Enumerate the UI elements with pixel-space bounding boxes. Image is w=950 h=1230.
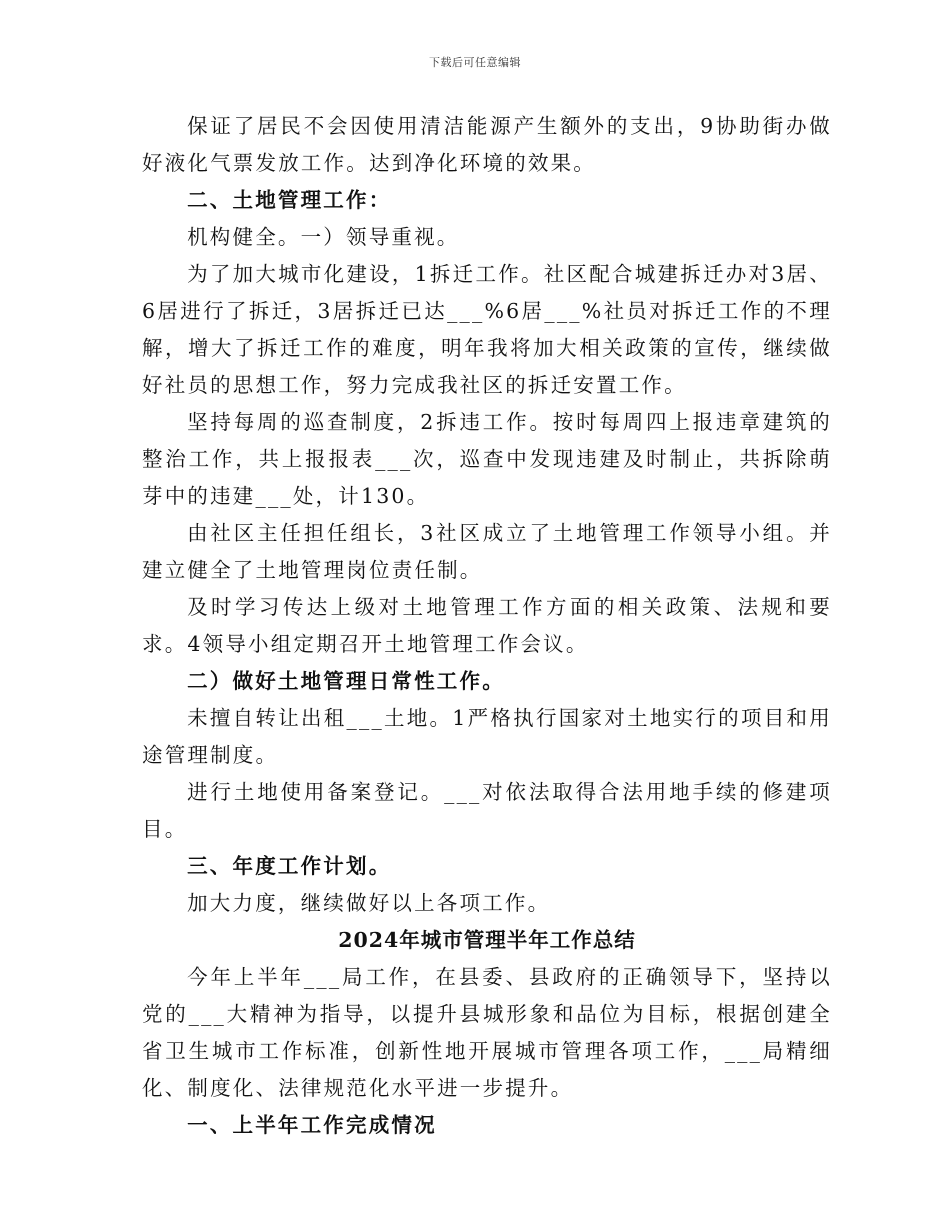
paragraph-land-registration: 进行土地使用备案登记。___对依法取得合法用地手续的修建项目。 bbox=[142, 780, 832, 841]
document-title: 2024年城市管理半年工作总结 bbox=[338, 928, 636, 952]
paragraph-demolition: 为了加大城市化建设，1拆迁工作。社区配合城建拆迁办对3居、6居进行了拆迁，3居拆迁已达___%6居___%社员对拆迁工作的不理解，增大了拆迁工作的难度，明年我将加大相关政策的宣传，继续做好社员的思想工作，努力完成我社区的拆迁安置工作。 bbox=[142, 262, 832, 397]
heading-daily-work: 二）做好土地管理日常性工作。 bbox=[187, 669, 505, 693]
paragraph-leadership-group: 由社区主任担任组长，3社区成立了土地管理工作领导小组。并建立健全了土地管理岗位责任制。 bbox=[142, 521, 832, 582]
document-body bbox=[142, 108, 832, 1144]
paragraph-continue-work: 加大力度，继续做好以上各项工作。 bbox=[187, 891, 551, 915]
heading-land-management: 二、土地管理工作： bbox=[187, 188, 392, 212]
paragraph-land-use-control: 未擅自转让出租___土地。1严格执行国家对土地实行的项目和用途管理制度。 bbox=[142, 706, 832, 767]
heading-annual-plan: 三、年度工作计划。 bbox=[187, 854, 392, 878]
paragraph-organization: 机构健全。一）领导重视。 bbox=[187, 225, 460, 249]
heading-first-half-completion: 一、上半年工作完成情况 bbox=[187, 1113, 437, 1137]
paragraph-half-year-intro: 今年上半年___局工作，在县委、县政府的正确领导下，坚持以党的___大精神为指导，以提升县城形象和品位为目标，根据创建全省卫生城市工作标准，创新性地开展城市管理各项工作，___局精细化、制度化、法律规范化水平进一步提升。 bbox=[142, 965, 832, 1100]
paragraph-illegal-construction: 坚持每周的巡查制度，2拆违工作。按时每周四上报违章建筑的整治工作，共上报报表___次，巡查中发现违建及时制止，共拆除萌芽中的违建___处，计130。 bbox=[142, 410, 832, 508]
paragraph-clean-energy: 保证了居民不会因使用清洁能源产生额外的支出，9协助街办做好液化气票发放工作。达到净化环境的效果。 bbox=[142, 114, 832, 175]
paragraph-policy-study: 及时学习传达上级对土地管理工作方面的相关政策、法规和要求。4领导小组定期召开土地管理工作会议。 bbox=[142, 595, 832, 656]
header-note: 下载后可任意编辑 bbox=[429, 56, 521, 69]
